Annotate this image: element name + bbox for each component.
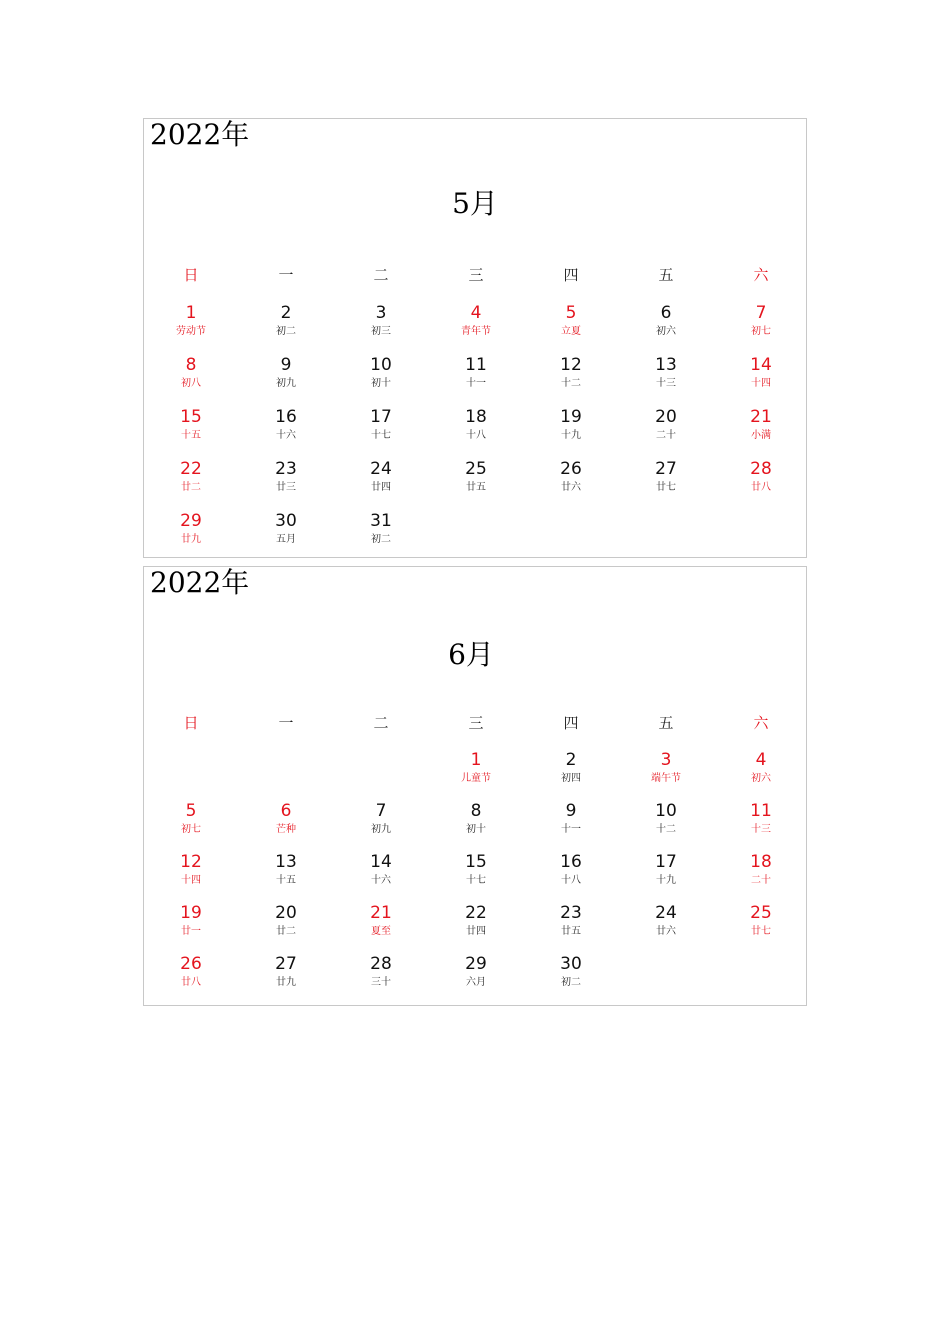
day-cell (251, 459, 321, 505)
day-cell (346, 511, 416, 557)
lunar-date: 二十 (751, 875, 771, 886)
lunar-date: 十二 (561, 378, 581, 389)
lunar-date: 初七 (181, 824, 201, 835)
day-number: 13 (275, 852, 297, 872)
day-cell (726, 303, 796, 349)
lunar-date: 十六 (371, 875, 391, 886)
lunar-date: 初六 (656, 326, 676, 337)
day-cell (536, 852, 606, 898)
day-number: 24 (370, 459, 392, 479)
day-cell (631, 303, 701, 349)
year-label: 2022年 (150, 118, 250, 151)
day-number: 29 (180, 511, 202, 531)
day-cell (536, 407, 606, 453)
month-title: 5月 (452, 187, 498, 220)
lunar-date: 三十 (371, 977, 391, 988)
day-cell (156, 852, 226, 898)
lunar-date: 十七 (466, 875, 486, 886)
day-cell (441, 852, 511, 898)
day-number: 31 (370, 511, 392, 531)
lunar-date: 初十 (466, 824, 486, 835)
day-cell (156, 303, 226, 349)
lunar-date: 端午节 (651, 773, 681, 784)
day-number: 25 (750, 903, 772, 923)
day-number: 2 (280, 303, 292, 323)
day-cell (536, 801, 606, 847)
lunar-date: 廿九 (276, 977, 296, 988)
weekday-label: 六 (753, 714, 769, 732)
lunar-date: 初八 (181, 378, 201, 389)
day-number: 6 (280, 801, 292, 821)
day-cell (441, 801, 511, 847)
day-cell (251, 303, 321, 349)
lunar-date: 十三 (751, 824, 771, 835)
day-cell (536, 303, 606, 349)
lunar-date: 廿二 (276, 926, 296, 937)
weekday-label: 二 (373, 714, 389, 732)
day-cell (251, 903, 321, 949)
day-cell (631, 750, 701, 796)
day-number: 8 (185, 355, 197, 375)
day-cell (156, 903, 226, 949)
weekday-label: 二 (373, 266, 389, 284)
day-cell (251, 852, 321, 898)
day-cell (251, 355, 321, 401)
lunar-date: 廿九 (181, 534, 201, 545)
day-cell (726, 407, 796, 453)
lunar-date: 初二 (276, 326, 296, 337)
lunar-date: 初六 (751, 773, 771, 784)
day-number: 15 (465, 852, 487, 872)
day-cell (156, 355, 226, 401)
day-cell (441, 903, 511, 949)
day-number: 5 (185, 801, 197, 821)
weekday-label: 三 (468, 266, 484, 284)
day-number: 8 (470, 801, 482, 821)
day-number: 9 (280, 355, 292, 375)
day-number: 28 (750, 459, 772, 479)
day-number: 10 (655, 801, 677, 821)
lunar-date: 十八 (466, 430, 486, 441)
lunar-date: 廿三 (276, 482, 296, 493)
lunar-date: 劳动节 (176, 326, 206, 337)
day-number: 11 (465, 355, 487, 375)
day-number: 7 (755, 303, 767, 323)
day-cell (631, 852, 701, 898)
day-cell (631, 407, 701, 453)
day-number: 22 (180, 459, 202, 479)
day-number: 20 (655, 407, 677, 427)
day-cell (346, 954, 416, 1000)
lunar-date: 十一 (561, 824, 581, 835)
day-number: 14 (750, 355, 772, 375)
day-number: 21 (750, 407, 772, 427)
lunar-date: 廿四 (371, 482, 391, 493)
lunar-date: 廿二 (181, 482, 201, 493)
day-number: 27 (655, 459, 677, 479)
day-number: 29 (465, 954, 487, 974)
lunar-date: 廿七 (751, 926, 771, 937)
lunar-date: 青年节 (461, 326, 491, 337)
lunar-date: 六月 (466, 977, 486, 988)
lunar-date: 夏至 (371, 926, 391, 937)
lunar-date: 初十 (371, 378, 391, 389)
day-cell (726, 750, 796, 796)
lunar-date: 廿六 (561, 482, 581, 493)
day-number: 12 (560, 355, 582, 375)
weekday-label: 四 (563, 266, 579, 284)
day-number: 4 (755, 750, 767, 770)
weekday-label: 日 (183, 714, 199, 732)
day-number: 30 (560, 954, 582, 974)
day-number: 19 (180, 903, 202, 923)
day-number: 27 (275, 954, 297, 974)
day-number: 7 (375, 801, 387, 821)
day-cell (156, 407, 226, 453)
day-number: 30 (275, 511, 297, 531)
lunar-date: 初二 (561, 977, 581, 988)
day-cell (631, 355, 701, 401)
day-number: 25 (465, 459, 487, 479)
lunar-date: 初二 (371, 534, 391, 545)
day-cell (441, 355, 511, 401)
day-number: 17 (655, 852, 677, 872)
lunar-date: 廿八 (181, 977, 201, 988)
day-number: 6 (660, 303, 672, 323)
day-number: 23 (275, 459, 297, 479)
day-cell (251, 801, 321, 847)
day-cell (726, 801, 796, 847)
day-number: 1 (185, 303, 197, 323)
day-number: 26 (560, 459, 582, 479)
day-cell (441, 750, 511, 796)
day-number: 15 (180, 407, 202, 427)
month-title: 6月 (448, 638, 494, 671)
day-number: 13 (655, 355, 677, 375)
day-cell (726, 852, 796, 898)
day-number: 26 (180, 954, 202, 974)
lunar-date: 初九 (276, 378, 296, 389)
lunar-date: 廿四 (466, 926, 486, 937)
day-cell (346, 407, 416, 453)
weekday-header (144, 713, 806, 733)
day-cell (156, 801, 226, 847)
weekday-label: 五 (658, 714, 674, 732)
day-number: 10 (370, 355, 392, 375)
lunar-date: 小满 (751, 430, 771, 441)
day-number: 19 (560, 407, 582, 427)
lunar-date: 十八 (561, 875, 581, 886)
lunar-date: 十三 (656, 378, 676, 389)
day-cell (536, 750, 606, 796)
day-number: 9 (565, 801, 577, 821)
lunar-date: 儿童节 (461, 773, 491, 784)
day-cell (631, 903, 701, 949)
year-label: 2022年 (150, 566, 250, 599)
day-cell (726, 903, 796, 949)
weekday-label: 五 (658, 266, 674, 284)
day-number: 5 (565, 303, 577, 323)
weekday-label: 一 (278, 266, 294, 284)
day-cell (726, 459, 796, 505)
day-cell (631, 801, 701, 847)
lunar-date: 二十 (656, 430, 676, 441)
day-number: 28 (370, 954, 392, 974)
day-number: 16 (560, 852, 582, 872)
day-cell (536, 459, 606, 505)
day-cell (251, 407, 321, 453)
day-cell (346, 459, 416, 505)
lunar-date: 廿五 (466, 482, 486, 493)
day-cell (156, 954, 226, 1000)
lunar-date: 十二 (656, 824, 676, 835)
day-number: 2 (565, 750, 577, 770)
day-number: 17 (370, 407, 392, 427)
lunar-date: 十六 (276, 430, 296, 441)
lunar-date: 十四 (181, 875, 201, 886)
day-number: 1 (470, 750, 482, 770)
lunar-date: 初七 (751, 326, 771, 337)
weekday-label: 三 (468, 714, 484, 732)
lunar-date: 初三 (371, 326, 391, 337)
lunar-date: 廿七 (656, 482, 676, 493)
lunar-date: 五月 (276, 534, 296, 545)
day-number: 21 (370, 903, 392, 923)
day-number: 3 (660, 750, 672, 770)
day-number: 4 (470, 303, 482, 323)
day-number: 20 (275, 903, 297, 923)
day-cell (346, 801, 416, 847)
day-number: 23 (560, 903, 582, 923)
day-cell (536, 355, 606, 401)
day-cell (441, 407, 511, 453)
day-cell (726, 355, 796, 401)
weekday-label: 日 (183, 266, 199, 284)
day-number: 18 (750, 852, 772, 872)
day-cell (441, 954, 511, 1000)
calendar-may (143, 118, 807, 558)
day-number: 11 (750, 801, 772, 821)
lunar-date: 初四 (561, 773, 581, 784)
lunar-date: 十四 (751, 378, 771, 389)
lunar-date: 廿八 (751, 482, 771, 493)
day-cell (251, 954, 321, 1000)
lunar-date: 十九 (561, 430, 581, 441)
day-number: 16 (275, 407, 297, 427)
day-cell (251, 511, 321, 557)
lunar-date: 廿一 (181, 926, 201, 937)
weekday-label: 一 (278, 714, 294, 732)
day-cell (156, 511, 226, 557)
day-number: 22 (465, 903, 487, 923)
day-cell (441, 303, 511, 349)
day-cell (631, 459, 701, 505)
lunar-date: 初九 (371, 824, 391, 835)
day-cell (536, 903, 606, 949)
day-cell (346, 903, 416, 949)
weekday-label: 四 (563, 714, 579, 732)
lunar-date: 廿五 (561, 926, 581, 937)
day-cell (346, 355, 416, 401)
lunar-date: 廿六 (656, 926, 676, 937)
lunar-date: 十九 (656, 875, 676, 886)
day-cell (536, 954, 606, 1000)
day-cell (441, 459, 511, 505)
weekday-header (144, 265, 806, 285)
day-number: 24 (655, 903, 677, 923)
day-number: 12 (180, 852, 202, 872)
day-cell (346, 303, 416, 349)
calendar-june (143, 566, 807, 1006)
day-number: 14 (370, 852, 392, 872)
day-cell (346, 852, 416, 898)
day-number: 18 (465, 407, 487, 427)
lunar-date: 十一 (466, 378, 486, 389)
day-cell (156, 459, 226, 505)
lunar-date: 十七 (371, 430, 391, 441)
lunar-date: 立夏 (561, 326, 581, 337)
weekday-label: 六 (753, 266, 769, 284)
lunar-date: 芒种 (276, 824, 296, 835)
lunar-date: 十五 (181, 430, 201, 441)
lunar-date: 十五 (276, 875, 296, 886)
day-number: 3 (375, 303, 387, 323)
